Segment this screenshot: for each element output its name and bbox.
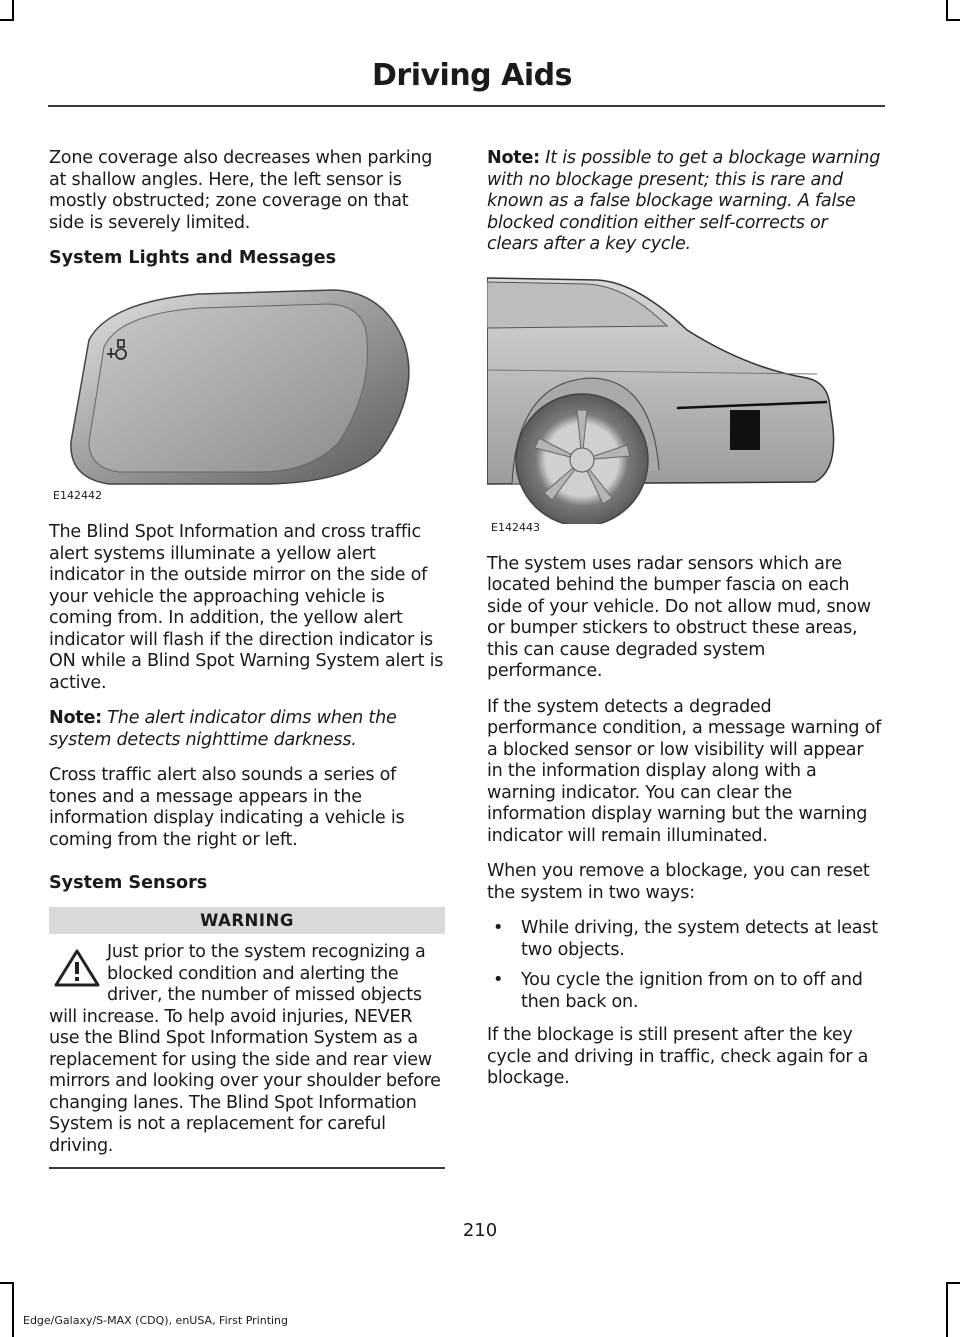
left-column bbox=[49, 148, 445, 1169]
heading-system-lights: System Lights and Messages bbox=[49, 248, 337, 268]
note-nighttime bbox=[49, 708, 445, 751]
side-mirror-illustration bbox=[49, 282, 445, 492]
crop-mark bbox=[12, 0, 14, 20]
figure-code-car: E142443 bbox=[491, 520, 540, 534]
warning-box bbox=[49, 942, 445, 1169]
figure-mirror bbox=[49, 282, 445, 500]
section-title: Driving Aids bbox=[372, 58, 572, 93]
list-item bbox=[487, 970, 883, 1013]
crop-mark bbox=[946, 1282, 960, 1284]
note-label: Note: bbox=[49, 708, 102, 728]
note-text: The alert indicator dims when the system detects nighttime darkness. bbox=[49, 708, 397, 750]
paragraph-zone-coverage: Zone coverage also decreases when parking at shallow angles. Here, the left sensor is mostly obstructed; zone coverage on that side is severely limited. bbox=[49, 148, 433, 233]
crop-mark bbox=[0, 19, 14, 21]
bullet-mark: • bbox=[493, 970, 504, 990]
right-column bbox=[487, 148, 883, 1104]
figure-car-bumper bbox=[487, 270, 883, 532]
note-text: It is possible to get a blockage warning with no blockage present; this is rare and known as a false blockage warning. A false blocked condition either self-corrects or clears after a key cycle. bbox=[487, 148, 881, 254]
page-number: 210 bbox=[462, 1220, 498, 1241]
warning-header: WARNING bbox=[49, 907, 445, 934]
note-false-blockage bbox=[487, 148, 883, 256]
warning-triangle-icon bbox=[53, 948, 101, 988]
radar-sensor-zone bbox=[730, 410, 760, 450]
note-label: Note: bbox=[487, 148, 540, 168]
figure-code-mirror: E142442 bbox=[53, 489, 102, 502]
header-divider bbox=[48, 105, 885, 107]
crop-mark bbox=[0, 1282, 14, 1284]
paragraph-key-cycle: If the blockage is still present after the key cycle and driving in traffic, check again for a blockage. bbox=[487, 1025, 869, 1088]
crop-mark bbox=[946, 19, 960, 21]
reset-methods-list bbox=[487, 918, 883, 1013]
list-item-text: While driving, the system detects at least two objects. bbox=[521, 918, 878, 960]
paragraph-radar-sensors: The system uses radar sensors which are located behind the bumper fascia on each side of your vehicle. Do not allow mud, snow or bumper stickers to obstruct these areas, this can cause degraded system performance. bbox=[487, 553, 871, 681]
edition-footer: Edge/Galaxy/S-MAX (CDQ), enUSA, First Printing bbox=[23, 1314, 289, 1327]
list-item-text: You cycle the ignition from on to off and then back on. bbox=[521, 970, 863, 1012]
crop-mark bbox=[12, 1282, 14, 1337]
heading-system-sensors: System Sensors bbox=[49, 873, 208, 893]
bullet-mark: • bbox=[493, 918, 504, 938]
paragraph-cross-traffic: Cross traffic alert also sounds a series of tones and a message appears in the information display indicating a vehicle is coming from the right or left. bbox=[49, 765, 405, 850]
paragraph-blind-spot: The Blind Spot Information and cross traffic alert systems illuminate a yellow alert indicator in the outside mirror on the side of your vehicle the approaching vehicle is coming from. In addition, the yellow alert indicator will flash if the direction indicator is ON while a Blind Spot Warning System alert is active. bbox=[49, 522, 444, 693]
warning-text: Just prior to the system recognizing a blocked condition and alerting the driver, the number of missed objects will increase. To help avoid injuries, NEVER use the Blind Spot Information System as a replacement for using the side and rear view mirrors and looking over your shoulder before changing lanes. The Blind Spot Information System is not a replacement for careful driving. bbox=[49, 942, 441, 1156]
crop-mark bbox=[946, 1282, 948, 1337]
paragraph-degraded: If the system detects a degraded performance condition, a message warning of a blocked sensor or low visibility will appear in the information display along with a warning indicator. You can clear the information display warning but the warning indicator will remain illuminated. bbox=[487, 696, 882, 846]
car-rear-illustration bbox=[487, 270, 883, 524]
paragraph-reset: When you remove a blockage, you can reset the system in two ways: bbox=[487, 861, 870, 903]
crop-mark bbox=[946, 0, 948, 20]
list-item bbox=[487, 918, 883, 961]
